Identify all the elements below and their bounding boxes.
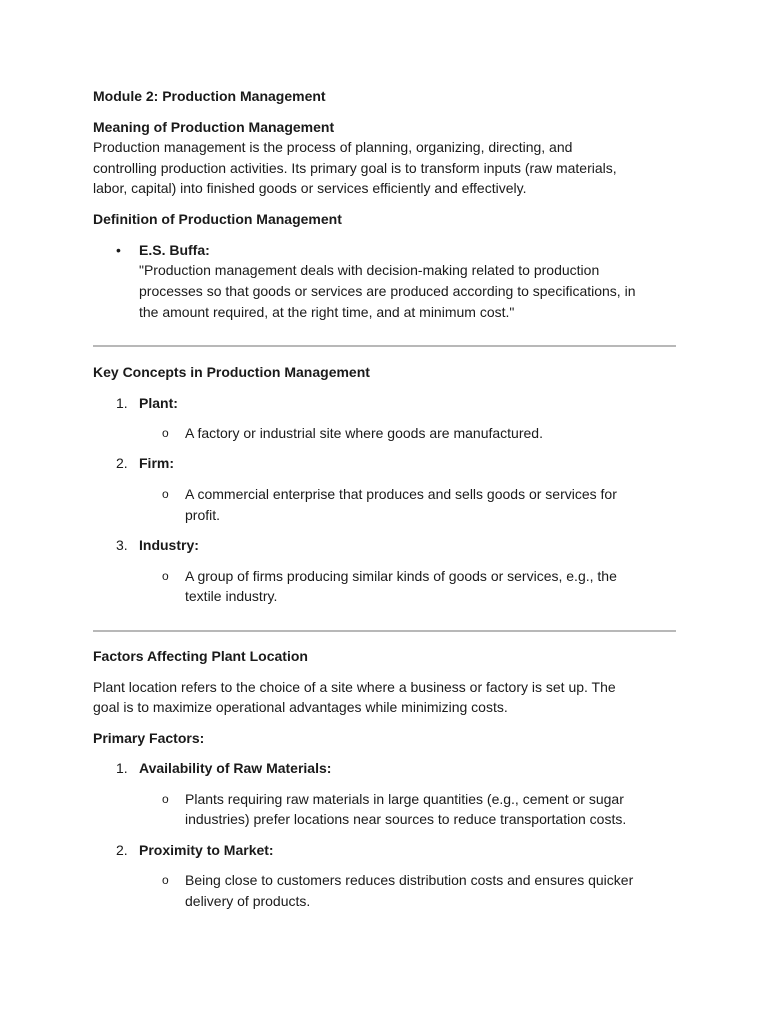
definition-quote-line: "Production management deals with decision-making related to production (139, 262, 600, 278)
meaning-paragraph-line: Production management is the process of planning, organizing, directing, and (93, 139, 573, 155)
concept-description-line: profit. (185, 507, 221, 523)
module-title: Module 2: Production Management (93, 88, 326, 104)
definition-heading: Definition of Production Management (93, 211, 342, 227)
concept-term: Firm: (139, 455, 174, 471)
bullet-marker: • (116, 242, 121, 258)
sub-bullet-marker: o (162, 792, 169, 806)
meaning-heading: Meaning of Production Management (93, 119, 335, 135)
primary-factors-heading: Primary Factors: (93, 730, 205, 746)
list-number: 2. (116, 455, 128, 471)
list-number: 1. (116, 395, 128, 411)
plant-location-intro-line: goal is to maximize operational advantages while minimizing costs. (93, 699, 508, 715)
meaning-paragraph-line: controlling production activities. Its primary goal is to transform inputs (raw materials, (93, 160, 617, 176)
sub-bullet-marker: o (162, 569, 169, 583)
plant-location-intro-line: Plant location refers to the choice of a site where a business or factory is set up. The (93, 679, 616, 695)
concept-description-line: textile industry. (185, 588, 278, 604)
section-divider (93, 630, 676, 632)
concept-term: Industry: (139, 537, 199, 553)
section-divider (93, 345, 676, 347)
concept-description-line: A group of firms producing similar kinds of goods or services, e.g., the (185, 568, 617, 584)
definition-quote-line: processes so that goods or services are produced according to specifications, in (139, 283, 636, 299)
concept-term: Plant: (139, 395, 178, 411)
factor-description-line: industries) prefer locations near sources to reduce transportation costs. (185, 811, 627, 827)
definition-quote-line: the amount required, at the right time, and at minimum cost." (139, 304, 515, 320)
sub-bullet-marker: o (162, 873, 169, 887)
key-concepts-heading: Key Concepts in Production Management (93, 364, 370, 380)
factor-description-line: Being close to customers reduces distribution costs and ensures quicker (185, 872, 634, 888)
factor-term: Proximity to Market: (139, 842, 274, 858)
concept-description-line: A factory or industrial site where goods are manufactured. (185, 425, 543, 441)
meaning-paragraph-line: labor, capital) into finished goods or services efficiently and effectively. (93, 180, 527, 196)
factor-term: Availability of Raw Materials: (139, 760, 332, 776)
list-number: 3. (116, 537, 128, 553)
plant-location-heading: Factors Affecting Plant Location (93, 648, 308, 664)
concept-description-line: A commercial enterprise that produces and sells goods or services for (185, 486, 617, 502)
definition-author: E.S. Buffa: (139, 242, 210, 258)
sub-bullet-marker: o (162, 487, 169, 501)
factor-description-line: delivery of products. (185, 893, 311, 909)
factor-description-line: Plants requiring raw materials in large quantities (e.g., cement or sugar (185, 791, 624, 807)
list-number: 2. (116, 842, 128, 858)
sub-bullet-marker: o (162, 426, 169, 440)
list-number: 1. (116, 760, 128, 776)
